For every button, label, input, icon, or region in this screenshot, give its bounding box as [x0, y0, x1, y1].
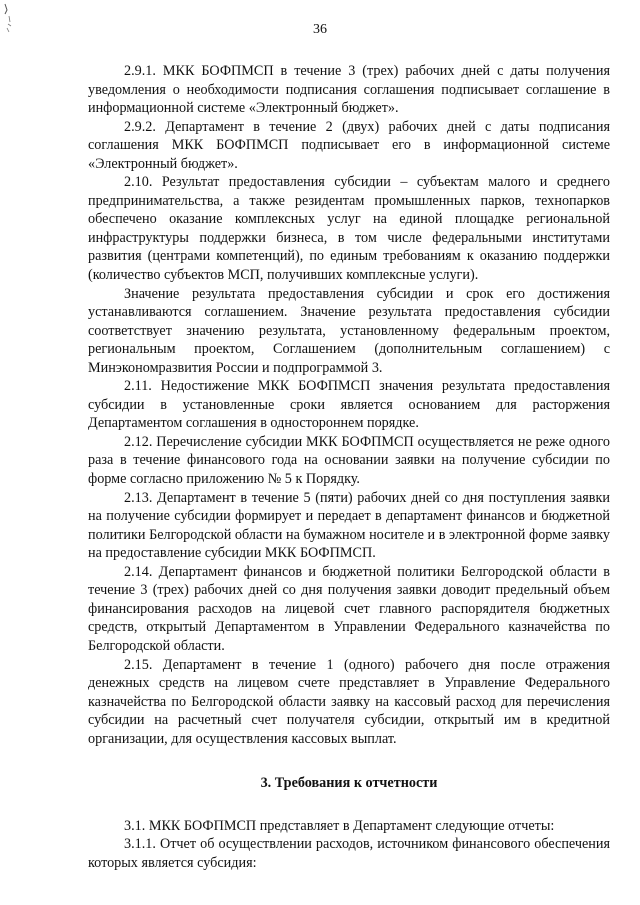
- paragraph-2-14: 2.14. Департамент финансов и бюджетной политики Белгородской области в течение 3 (трех) рабочих дней со дня получения заявки доводит предельный объем финансирования расходов на лицевой счет главного распорядителя бюджетных средств, открытый Департаментом в Управлении Федерального казначейства по Белгородской области.: [88, 563, 610, 654]
- paragraph-3-1-1: 3.1.1. Отчет об осуществлении расходов, источником финансового обеспечения которых является субсидия:: [88, 836, 610, 871]
- document-body: [88, 62, 610, 872]
- paragraph-result-value: Значение результата предоставления субсидии и срок его достижения устанавливаются соглашением. Значение результата предоставления субсидии соответствует значению результата, установленному федеральным проектом, региональным проектом, Соглашением (дополнительным соглашением) с Минэкономразвития России и подпрограммой 3.: [88, 285, 610, 376]
- paragraph-2-10: 2.10. Результат предоставления субсидии – субъектам малого и среднего предпринимательства, а также резидентам промышленных парков, технопарков обеспечено оказание комплексных услуг на единой площадке региональной инфраструктуры поддержки бизнеса, в том числе федеральными институтами развития (центрами компетенций), по единым требованиям к оказанию поддержки (количество субъектов МСП, получивших комплексные услуги).: [88, 174, 610, 284]
- page-number: 36: [313, 22, 327, 37]
- section-title: 3. Требования к отчетности: [260, 775, 438, 792]
- paragraph-3-1: 3.1. МКК БОФПМСП представляет в Департамент следующие отчеты:: [124, 817, 555, 834]
- paragraph-2-9-2: 2.9.2. Департамент в течение 2 (двух) рабочих дней с даты подписания соглашения МКК БОФПМСП подписывает его в информационной системе «Электронный бюджет».: [88, 118, 610, 172]
- paragraph-2-12: 2.12. Перечисление субсидии МКК БОФПМСП осуществляется не реже одного раза в течение финансового года на основании заявки на получение субсидии по форме согласно приложению № 5 к Порядку.: [88, 433, 610, 488]
- paragraph-2-11: 2.11. Недостижение МКК БОФПМСП значения результата предоставления субсидии в установленные сроки является основанием для расторжения Департаментом соглашения в одностороннем порядке.: [88, 378, 610, 432]
- paragraph-2-9-1: 2.9.1. МКК БОФПМСП в течение 3 (трех) рабочих дней с даты получения уведомления о необходимости подписания соглашения подписывает соглашение в информационной системе «Электронный бюджет».: [88, 63, 610, 117]
- paragraph-2-13: 2.13. Департамент в течение 5 (пяти) рабочих дней со дня поступления заявки на получение субсидии формирует и передает в департамент финансов и бюджетной политики Белгородской области на бумажном носителе и в электронной форме заявку на предоставление субсидии МКК БОФПМСП.: [88, 489, 610, 562]
- paragraph-2-15: 2.15. Департамент в течение 1 (одного) рабочего дня после отражения денежных средств на лицевом счете представляет в Управление Федерального казначейства по Белгородской области заявку на кассовый расход для перечисления субсидии на расчетный счет получателя субсидии, открытый им в кредитной организации, для осуществления кассовых выплат.: [88, 656, 610, 747]
